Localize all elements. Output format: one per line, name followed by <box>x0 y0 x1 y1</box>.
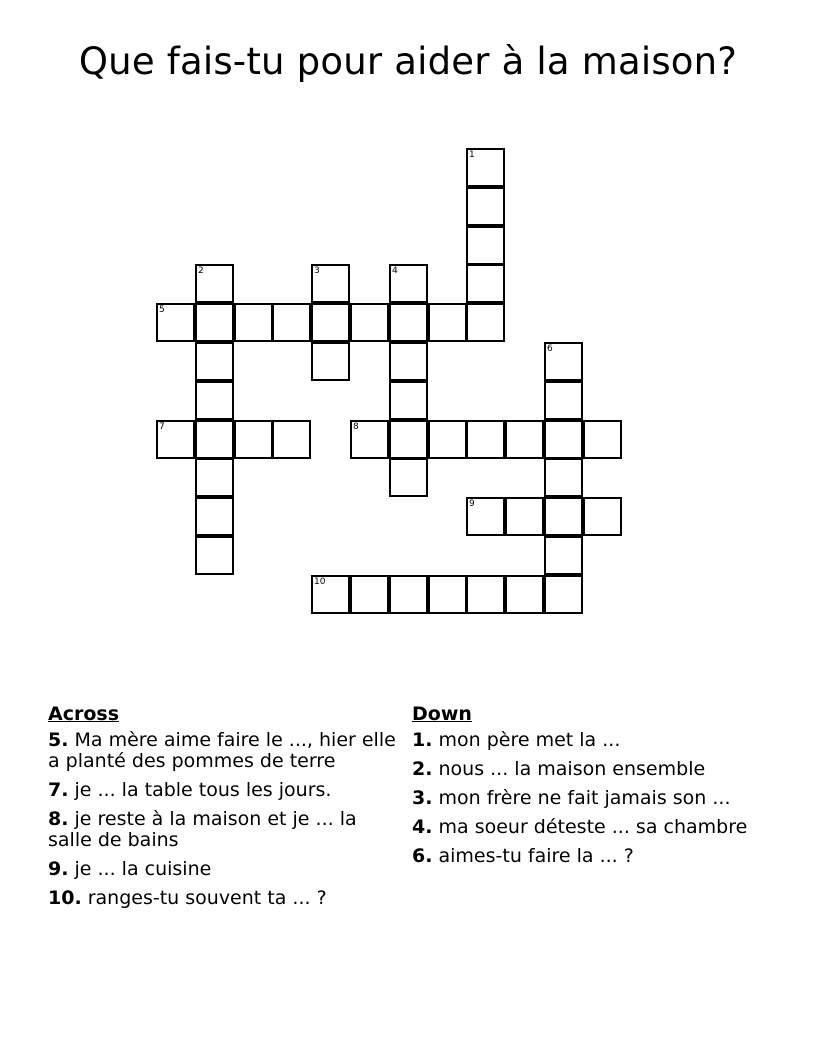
clue-number: 9. <box>48 858 69 880</box>
grid-cell[interactable] <box>583 420 622 459</box>
cell-number: 2 <box>198 266 204 276</box>
grid-cell[interactable] <box>428 575 467 614</box>
cell-number: 3 <box>314 266 320 276</box>
grid-cell[interactable] <box>311 303 350 342</box>
grid-cell[interactable] <box>156 420 195 459</box>
grid-cell[interactable] <box>195 303 234 342</box>
clue-across-7 <box>48 780 398 801</box>
grid-cell[interactable] <box>350 303 389 342</box>
clue-down-3 <box>412 788 752 809</box>
grid-cell[interactable] <box>389 575 428 614</box>
grid-cell[interactable] <box>195 458 234 497</box>
clue-text: nous ... la maison ensemble <box>438 758 706 780</box>
grid-cell[interactable] <box>389 420 428 459</box>
clue-down-2 <box>412 759 752 780</box>
grid-cell[interactable] <box>466 303 505 342</box>
clue-text: je ... la cuisine <box>74 858 212 880</box>
clue-across-8 <box>48 809 398 851</box>
cell-number: 10 <box>314 577 326 587</box>
grid-cell[interactable] <box>544 381 583 420</box>
page-title: Que fais-tu pour aider à la maison? <box>78 40 738 83</box>
cell-number: 1 <box>469 150 475 160</box>
grid-cell[interactable] <box>389 264 428 303</box>
grid-cell[interactable] <box>544 420 583 459</box>
grid-cell[interactable] <box>195 264 234 303</box>
down-clues <box>412 704 752 875</box>
across-clues <box>48 704 398 917</box>
grid-cell[interactable] <box>466 264 505 303</box>
clue-across-10 <box>48 888 398 909</box>
grid-cell[interactable] <box>311 575 350 614</box>
grid-cell[interactable] <box>195 342 234 381</box>
clue-down-1 <box>412 730 752 751</box>
grid-cell[interactable] <box>350 420 389 459</box>
clue-text: mon père met la ... <box>438 729 621 751</box>
grid-cell[interactable] <box>544 342 583 381</box>
grid-cell[interactable] <box>466 148 505 187</box>
grid-cell[interactable] <box>389 342 428 381</box>
grid-cell[interactable] <box>195 497 234 536</box>
cell-number: 9 <box>469 499 475 509</box>
grid-cell[interactable] <box>466 420 505 459</box>
clue-text: ranges-tu souvent ta ... ? <box>87 887 327 909</box>
grid-cell[interactable] <box>544 497 583 536</box>
clue-across-5 <box>48 730 398 772</box>
clue-number: 3. <box>412 787 433 809</box>
cell-number: 8 <box>353 422 359 432</box>
down-heading: Down <box>412 703 472 725</box>
grid-cell[interactable] <box>350 575 389 614</box>
grid-cell[interactable] <box>389 303 428 342</box>
grid-cell[interactable] <box>505 420 544 459</box>
clue-number: 6. <box>412 845 433 867</box>
across-heading: Across <box>48 703 120 725</box>
clue-number: 10. <box>48 887 82 909</box>
clue-down-4 <box>412 817 752 838</box>
grid-cell[interactable] <box>311 342 350 381</box>
clue-text: aimes-tu faire la ... ? <box>438 845 634 867</box>
grid-cell[interactable] <box>466 226 505 265</box>
grid-cell[interactable] <box>195 420 234 459</box>
clue-text: mon frère ne fait jamais son ... <box>438 787 731 809</box>
grid-cell[interactable] <box>544 536 583 575</box>
grid-cell[interactable] <box>505 497 544 536</box>
clue-text: ma soeur déteste ... sa chambre <box>438 816 748 838</box>
clue-down-6 <box>412 846 752 867</box>
grid-cell[interactable] <box>234 420 273 459</box>
cell-number: 5 <box>159 305 165 315</box>
clue-number: 2. <box>412 758 433 780</box>
clue-number: 5. <box>48 729 69 751</box>
clue-number: 7. <box>48 779 69 801</box>
clue-number: 1. <box>412 729 433 751</box>
grid-cell[interactable] <box>195 381 234 420</box>
grid-cell[interactable] <box>272 303 311 342</box>
cell-number: 6 <box>547 344 553 354</box>
grid-cell[interactable] <box>311 264 350 303</box>
grid-cell[interactable] <box>505 575 544 614</box>
grid-cell[interactable] <box>389 458 428 497</box>
clue-across-9 <box>48 859 398 880</box>
grid-cell[interactable] <box>272 420 311 459</box>
grid-cell[interactable] <box>544 458 583 497</box>
clue-text: je reste à la maison et je ... la salle de bains <box>48 808 357 851</box>
grid-cell[interactable] <box>466 575 505 614</box>
clue-text: je ... la table tous les jours. <box>74 779 332 801</box>
grid-cell[interactable] <box>428 303 467 342</box>
grid-cell[interactable] <box>544 575 583 614</box>
grid-cell[interactable] <box>195 536 234 575</box>
clue-number: 8. <box>48 808 69 830</box>
grid-cell[interactable] <box>428 420 467 459</box>
clue-number: 4. <box>412 816 433 838</box>
grid-cell[interactable] <box>234 303 273 342</box>
clue-text: Ma mère aime faire le ..., hier elle a planté des pommes de terre <box>48 729 396 772</box>
grid-cell[interactable] <box>156 303 195 342</box>
grid-cell[interactable] <box>583 497 622 536</box>
grid-cell[interactable] <box>466 497 505 536</box>
cell-number: 7 <box>159 422 165 432</box>
cell-number: 4 <box>392 266 398 276</box>
grid-cell[interactable] <box>466 187 505 226</box>
grid-cell[interactable] <box>389 381 428 420</box>
